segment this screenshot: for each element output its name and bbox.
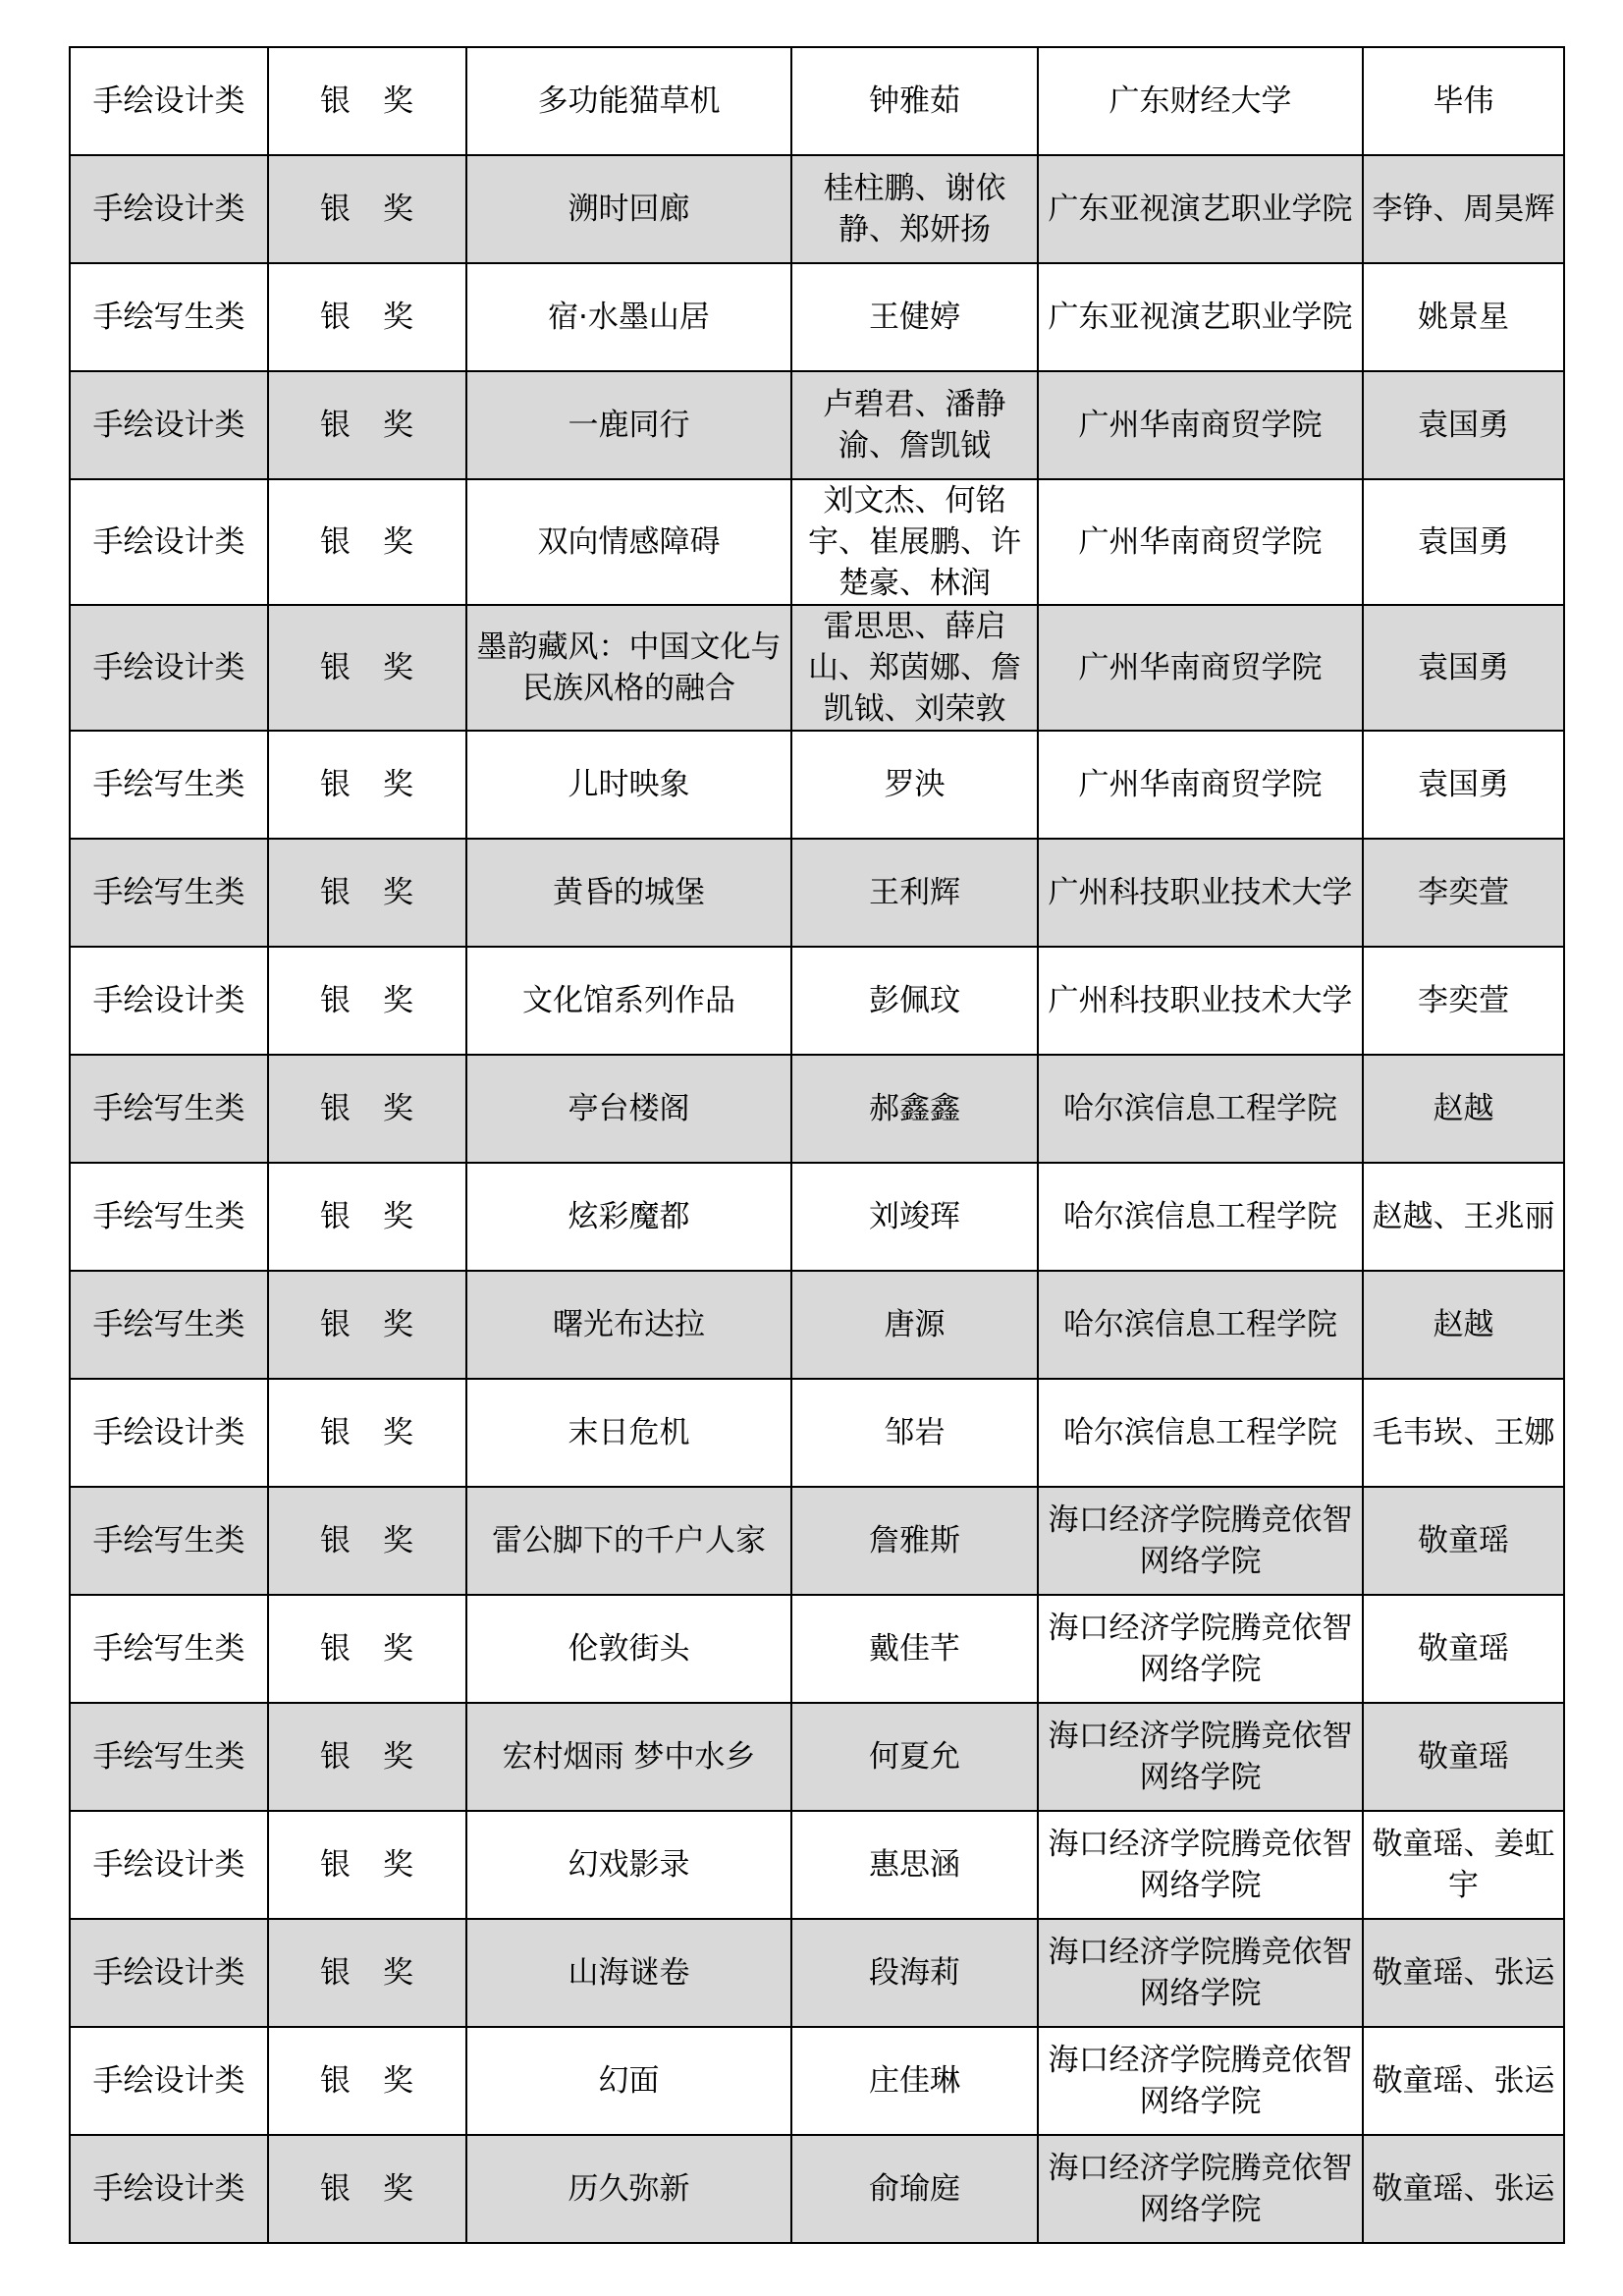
table-row bbox=[70, 1487, 1564, 1595]
cell-award bbox=[268, 947, 466, 1055]
cell-school bbox=[1038, 1703, 1363, 1811]
cell-author-text: 唐源 bbox=[884, 1307, 946, 1342]
cell-school-text: 海口经济学院腾竞依智网络学院 bbox=[1048, 1611, 1353, 1687]
cell-work-title-text: 墨韵藏风：中国文化与民族风格的融合 bbox=[476, 629, 782, 706]
cell-advisor bbox=[1363, 1919, 1564, 2027]
cell-work-title bbox=[466, 263, 791, 371]
cell-category bbox=[70, 479, 268, 605]
cell-award bbox=[268, 605, 466, 731]
cell-category bbox=[70, 1919, 268, 2027]
cell-school-text: 海口经济学院腾竞依智网络学院 bbox=[1048, 1719, 1353, 1795]
cell-award bbox=[268, 839, 466, 947]
cell-category-text: 手绘设计类 bbox=[92, 191, 245, 227]
cell-author bbox=[791, 605, 1038, 731]
cell-author bbox=[791, 2135, 1038, 2243]
cell-school-text: 广州科技职业技术大学 bbox=[1048, 875, 1353, 910]
cell-award-text: 银 奖 bbox=[320, 1091, 414, 1126]
cell-school bbox=[1038, 263, 1363, 371]
cell-advisor bbox=[1363, 479, 1564, 605]
cell-author-text: 詹雅斯 bbox=[869, 1523, 960, 1558]
cell-school-text: 海口经济学院腾竞依智网络学院 bbox=[1048, 1935, 1353, 2011]
cell-award-text: 银 奖 bbox=[320, 983, 414, 1018]
cell-author bbox=[791, 1703, 1038, 1811]
cell-school bbox=[1038, 479, 1363, 605]
cell-advisor bbox=[1363, 1703, 1564, 1811]
table-row bbox=[70, 1919, 1564, 2027]
cell-school-text: 广州华南商贸学院 bbox=[1078, 767, 1323, 802]
table-row bbox=[70, 47, 1564, 155]
cell-award bbox=[268, 1919, 466, 2027]
cell-advisor bbox=[1363, 47, 1564, 155]
cell-author-text: 钟雅茹 bbox=[869, 83, 960, 119]
cell-work-title-text: 幻戏影录 bbox=[568, 1847, 690, 1883]
table-row bbox=[70, 839, 1564, 947]
cell-advisor-text: 赵越 bbox=[1433, 1307, 1494, 1342]
cell-category-text: 手绘写生类 bbox=[92, 300, 245, 335]
cell-category-text: 手绘设计类 bbox=[92, 1847, 245, 1883]
cell-award-text: 银 奖 bbox=[320, 650, 414, 685]
table-row bbox=[70, 605, 1564, 731]
cell-work-title bbox=[466, 1487, 791, 1595]
cell-school-text: 广州华南商贸学院 bbox=[1078, 650, 1323, 685]
cell-category bbox=[70, 1055, 268, 1163]
cell-advisor-text: 敬童瑶、张运 bbox=[1372, 1955, 1555, 1991]
cell-school-text: 海口经济学院腾竞依智网络学院 bbox=[1048, 2151, 1353, 2227]
cell-advisor-text: 袁国勇 bbox=[1418, 650, 1509, 685]
cell-work-title bbox=[466, 1055, 791, 1163]
cell-advisor-text: 敬童瑶、张运 bbox=[1372, 2171, 1555, 2207]
cell-category-text: 手绘设计类 bbox=[92, 408, 245, 443]
cell-school bbox=[1038, 1163, 1363, 1271]
cell-category-text: 手绘设计类 bbox=[92, 1415, 245, 1450]
cell-work-title-text: 宿·水墨山居 bbox=[548, 300, 710, 335]
cell-advisor-text: 赵越、王兆丽 bbox=[1372, 1199, 1555, 1234]
table-row bbox=[70, 1379, 1564, 1487]
cell-advisor-text: 袁国勇 bbox=[1418, 408, 1509, 443]
cell-category-text: 手绘设计类 bbox=[92, 983, 245, 1018]
cell-author-text: 邹岩 bbox=[884, 1415, 946, 1450]
cell-award-text: 银 奖 bbox=[320, 191, 414, 227]
cell-award bbox=[268, 263, 466, 371]
cell-work-title bbox=[466, 1919, 791, 2027]
cell-author-text: 王健婷 bbox=[869, 300, 960, 335]
cell-school bbox=[1038, 839, 1363, 947]
cell-work-title bbox=[466, 155, 791, 263]
cell-author bbox=[791, 371, 1038, 479]
cell-school-text: 广州华南商贸学院 bbox=[1078, 524, 1323, 560]
cell-category-text: 手绘设计类 bbox=[92, 1955, 245, 1991]
cell-advisor bbox=[1363, 1163, 1564, 1271]
cell-award-text: 银 奖 bbox=[320, 1739, 414, 1775]
cell-school bbox=[1038, 2135, 1363, 2243]
cell-work-title-text: 双向情感障碍 bbox=[537, 524, 721, 560]
cell-award-text: 银 奖 bbox=[320, 1307, 414, 1342]
cell-school bbox=[1038, 605, 1363, 731]
cell-work-title-text: 伦敦街头 bbox=[568, 1631, 690, 1667]
cell-author-text: 戴佳芊 bbox=[869, 1631, 960, 1667]
table-row bbox=[70, 2027, 1564, 2135]
cell-school-text: 广州科技职业技术大学 bbox=[1048, 983, 1353, 1018]
cell-work-title bbox=[466, 1703, 791, 1811]
cell-category bbox=[70, 1595, 268, 1703]
cell-award-text: 银 奖 bbox=[320, 875, 414, 910]
table-row bbox=[70, 479, 1564, 605]
cell-advisor bbox=[1363, 1487, 1564, 1595]
cell-advisor-text: 袁国勇 bbox=[1418, 767, 1509, 802]
cell-advisor bbox=[1363, 263, 1564, 371]
cell-advisor-text: 赵越 bbox=[1433, 1091, 1494, 1126]
cell-author bbox=[791, 1271, 1038, 1379]
cell-category-text: 手绘写生类 bbox=[92, 1091, 245, 1126]
cell-category-text: 手绘写生类 bbox=[92, 1739, 245, 1775]
cell-category bbox=[70, 1163, 268, 1271]
cell-advisor bbox=[1363, 605, 1564, 731]
cell-work-title-text: 黄昏的城堡 bbox=[553, 875, 705, 910]
cell-award bbox=[268, 1487, 466, 1595]
cell-award-text: 银 奖 bbox=[320, 2171, 414, 2207]
table-row bbox=[70, 1163, 1564, 1271]
cell-work-title bbox=[466, 47, 791, 155]
cell-school-text: 海口经济学院腾竞依智网络学院 bbox=[1048, 1827, 1353, 1903]
table-row bbox=[70, 947, 1564, 1055]
table-row bbox=[70, 1271, 1564, 1379]
cell-author-text: 段海莉 bbox=[869, 1955, 960, 1991]
cell-author bbox=[791, 2027, 1038, 2135]
cell-work-title bbox=[466, 371, 791, 479]
cell-author bbox=[791, 263, 1038, 371]
cell-work-title-text: 宏村烟雨 梦中水乡 bbox=[502, 1739, 756, 1775]
cell-author bbox=[791, 155, 1038, 263]
cell-school bbox=[1038, 155, 1363, 263]
cell-category bbox=[70, 1811, 268, 1919]
cell-award bbox=[268, 155, 466, 263]
cell-advisor-text: 敬童瑶 bbox=[1418, 1739, 1509, 1775]
cell-category bbox=[70, 1703, 268, 1811]
cell-author-text: 刘文杰、何铭宇、崔展鹏、许楚豪、林润 bbox=[808, 483, 1021, 601]
cell-category-text: 手绘写生类 bbox=[92, 1199, 245, 1234]
cell-category-text: 手绘写生类 bbox=[92, 1523, 245, 1558]
cell-work-title bbox=[466, 731, 791, 839]
cell-author-text: 刘竣珲 bbox=[869, 1199, 960, 1234]
cell-school bbox=[1038, 1271, 1363, 1379]
cell-award bbox=[268, 479, 466, 605]
cell-advisor bbox=[1363, 2027, 1564, 2135]
cell-author bbox=[791, 1163, 1038, 1271]
cell-advisor bbox=[1363, 839, 1564, 947]
table-row bbox=[70, 1703, 1564, 1811]
cell-advisor-text: 毕伟 bbox=[1433, 83, 1494, 119]
cell-school-text: 哈尔滨信息工程学院 bbox=[1063, 1199, 1337, 1234]
table-row bbox=[70, 2135, 1564, 2243]
cell-advisor bbox=[1363, 947, 1564, 1055]
cell-work-title bbox=[466, 1379, 791, 1487]
cell-author bbox=[791, 1595, 1038, 1703]
cell-award bbox=[268, 1703, 466, 1811]
cell-advisor-text: 李铮、周昊辉 bbox=[1372, 191, 1555, 227]
cell-award-text: 银 奖 bbox=[320, 1847, 414, 1883]
cell-author-text: 桂柱鹏、谢依静、郑妍扬 bbox=[823, 171, 1006, 247]
cell-category bbox=[70, 2027, 268, 2135]
cell-award bbox=[268, 731, 466, 839]
cell-school bbox=[1038, 371, 1363, 479]
awards-table bbox=[69, 46, 1565, 2244]
cell-category bbox=[70, 47, 268, 155]
cell-category-text: 手绘设计类 bbox=[92, 524, 245, 560]
cell-award bbox=[268, 1811, 466, 1919]
cell-school-text: 广东亚视演艺职业学院 bbox=[1048, 300, 1353, 335]
table-row bbox=[70, 1055, 1564, 1163]
cell-author-text: 庄佳琳 bbox=[869, 2063, 960, 2099]
cell-advisor-text: 李奕萱 bbox=[1418, 983, 1509, 1018]
cell-award-text: 银 奖 bbox=[320, 1199, 414, 1234]
cell-category-text: 手绘写生类 bbox=[92, 1631, 245, 1667]
cell-category bbox=[70, 2135, 268, 2243]
cell-award-text: 银 奖 bbox=[320, 408, 414, 443]
cell-author bbox=[791, 1919, 1038, 2027]
cell-author bbox=[791, 1055, 1038, 1163]
cell-work-title bbox=[466, 2027, 791, 2135]
table-row bbox=[70, 155, 1564, 263]
cell-author bbox=[791, 947, 1038, 1055]
cell-advisor bbox=[1363, 155, 1564, 263]
cell-author-text: 郝鑫鑫 bbox=[869, 1091, 960, 1126]
cell-award-text: 银 奖 bbox=[320, 1955, 414, 1991]
cell-author-text: 惠思涵 bbox=[869, 1847, 960, 1883]
cell-advisor bbox=[1363, 1271, 1564, 1379]
cell-school bbox=[1038, 1811, 1363, 1919]
table-row bbox=[70, 371, 1564, 479]
cell-award-text: 银 奖 bbox=[320, 767, 414, 802]
cell-advisor-text: 姚景星 bbox=[1418, 300, 1509, 335]
cell-advisor bbox=[1363, 1595, 1564, 1703]
table-body bbox=[70, 47, 1564, 2243]
cell-advisor-text: 敬童瑶、张运 bbox=[1372, 2063, 1555, 2099]
cell-category bbox=[70, 263, 268, 371]
cell-award-text: 银 奖 bbox=[320, 1631, 414, 1667]
cell-advisor-text: 李奕萱 bbox=[1418, 875, 1509, 910]
cell-school-text: 哈尔滨信息工程学院 bbox=[1063, 1091, 1337, 1126]
cell-award bbox=[268, 1163, 466, 1271]
cell-award bbox=[268, 371, 466, 479]
cell-award-text: 银 奖 bbox=[320, 524, 414, 560]
cell-author bbox=[791, 1379, 1038, 1487]
cell-advisor-text: 敬童瑶 bbox=[1418, 1631, 1509, 1667]
cell-work-title-text: 山海谜卷 bbox=[568, 1955, 690, 1991]
cell-advisor bbox=[1363, 1055, 1564, 1163]
cell-category-text: 手绘设计类 bbox=[92, 2171, 245, 2207]
cell-advisor bbox=[1363, 1379, 1564, 1487]
table-row bbox=[70, 1595, 1564, 1703]
table-row bbox=[70, 1811, 1564, 1919]
cell-category bbox=[70, 947, 268, 1055]
cell-award-text: 银 奖 bbox=[320, 83, 414, 119]
cell-author-text: 卢碧君、潘静渝、詹凯钺 bbox=[823, 387, 1006, 464]
cell-category-text: 手绘设计类 bbox=[92, 83, 245, 119]
cell-school bbox=[1038, 947, 1363, 1055]
cell-author bbox=[791, 479, 1038, 605]
cell-work-title bbox=[466, 2135, 791, 2243]
cell-category-text: 手绘写生类 bbox=[92, 875, 245, 910]
cell-advisor-text: 敬童瑶 bbox=[1418, 1523, 1509, 1558]
cell-school bbox=[1038, 1055, 1363, 1163]
cell-award bbox=[268, 1595, 466, 1703]
cell-category bbox=[70, 1271, 268, 1379]
cell-award bbox=[268, 1379, 466, 1487]
cell-award-text: 银 奖 bbox=[320, 1415, 414, 1450]
cell-advisor bbox=[1363, 2135, 1564, 2243]
cell-school bbox=[1038, 2027, 1363, 2135]
cell-work-title bbox=[466, 605, 791, 731]
cell-category bbox=[70, 1487, 268, 1595]
cell-author-text: 罗泱 bbox=[884, 767, 946, 802]
cell-advisor bbox=[1363, 731, 1564, 839]
cell-advisor bbox=[1363, 1811, 1564, 1919]
cell-advisor-text: 袁国勇 bbox=[1418, 524, 1509, 560]
cell-advisor bbox=[1363, 371, 1564, 479]
cell-category-text: 手绘写生类 bbox=[92, 1307, 245, 1342]
cell-author bbox=[791, 839, 1038, 947]
cell-award bbox=[268, 1055, 466, 1163]
cell-author-text: 王利辉 bbox=[869, 875, 960, 910]
cell-award-text: 银 奖 bbox=[320, 1523, 414, 1558]
cell-school-text: 广州华南商贸学院 bbox=[1078, 408, 1323, 443]
cell-work-title-text: 炫彩魔都 bbox=[568, 1199, 690, 1234]
cell-school bbox=[1038, 731, 1363, 839]
cell-award-text: 银 奖 bbox=[320, 300, 414, 335]
cell-school bbox=[1038, 1379, 1363, 1487]
cell-author-text: 雷思思、薛启山、郑茵娜、詹凯钺、刘荣敦 bbox=[808, 609, 1021, 727]
cell-work-title bbox=[466, 1811, 791, 1919]
cell-advisor-text: 敬童瑶、姜虹宇 bbox=[1372, 1827, 1555, 1903]
cell-category bbox=[70, 155, 268, 263]
cell-author-text: 彭佩玟 bbox=[869, 983, 960, 1018]
cell-author bbox=[791, 47, 1038, 155]
cell-school-text: 广东财经大学 bbox=[1109, 83, 1292, 119]
cell-work-title-text: 曙光布达拉 bbox=[553, 1307, 705, 1342]
cell-school-text: 哈尔滨信息工程学院 bbox=[1063, 1307, 1337, 1342]
cell-work-title bbox=[466, 839, 791, 947]
cell-work-title-text: 雷公脚下的千户人家 bbox=[492, 1523, 766, 1558]
cell-school bbox=[1038, 1919, 1363, 2027]
cell-school bbox=[1038, 1595, 1363, 1703]
cell-category bbox=[70, 605, 268, 731]
cell-work-title-text: 幻面 bbox=[598, 2063, 660, 2099]
cell-category bbox=[70, 839, 268, 947]
cell-category bbox=[70, 731, 268, 839]
cell-category-text: 手绘设计类 bbox=[92, 2063, 245, 2099]
cell-work-title-text: 文化馆系列作品 bbox=[522, 983, 735, 1018]
table-row bbox=[70, 731, 1564, 839]
cell-work-title-text: 溯时回廊 bbox=[568, 191, 690, 227]
cell-category bbox=[70, 1379, 268, 1487]
cell-author bbox=[791, 1487, 1038, 1595]
cell-author bbox=[791, 731, 1038, 839]
cell-award bbox=[268, 1271, 466, 1379]
cell-work-title bbox=[466, 1163, 791, 1271]
cell-award bbox=[268, 2027, 466, 2135]
cell-work-title bbox=[466, 1595, 791, 1703]
cell-school-text: 海口经济学院腾竞依智网络学院 bbox=[1048, 1503, 1353, 1579]
cell-award bbox=[268, 47, 466, 155]
cell-award bbox=[268, 2135, 466, 2243]
cell-school-text: 海口经济学院腾竞依智网络学院 bbox=[1048, 2043, 1353, 2119]
cell-work-title bbox=[466, 479, 791, 605]
table-row bbox=[70, 263, 1564, 371]
cell-category bbox=[70, 371, 268, 479]
cell-work-title bbox=[466, 1271, 791, 1379]
cell-work-title-text: 多功能猫草机 bbox=[537, 83, 721, 119]
cell-school-text: 广东亚视演艺职业学院 bbox=[1048, 191, 1353, 227]
cell-work-title-text: 末日危机 bbox=[568, 1415, 690, 1450]
cell-work-title bbox=[466, 947, 791, 1055]
cell-author bbox=[791, 1811, 1038, 1919]
cell-category-text: 手绘设计类 bbox=[92, 650, 245, 685]
cell-work-title-text: 一鹿同行 bbox=[568, 408, 690, 443]
cell-advisor-text: 毛韦崁、王娜 bbox=[1372, 1415, 1555, 1450]
cell-author-text: 何夏允 bbox=[869, 1739, 960, 1775]
cell-work-title-text: 儿时映象 bbox=[568, 767, 690, 802]
cell-work-title-text: 亭台楼阁 bbox=[568, 1091, 690, 1126]
cell-author-text: 俞瑜庭 bbox=[869, 2171, 960, 2207]
cell-award-text: 银 奖 bbox=[320, 2063, 414, 2099]
cell-category-text: 手绘写生类 bbox=[92, 767, 245, 802]
cell-school-text: 哈尔滨信息工程学院 bbox=[1063, 1415, 1337, 1450]
cell-work-title-text: 历久弥新 bbox=[568, 2171, 690, 2207]
cell-school bbox=[1038, 47, 1363, 155]
cell-school bbox=[1038, 1487, 1363, 1595]
